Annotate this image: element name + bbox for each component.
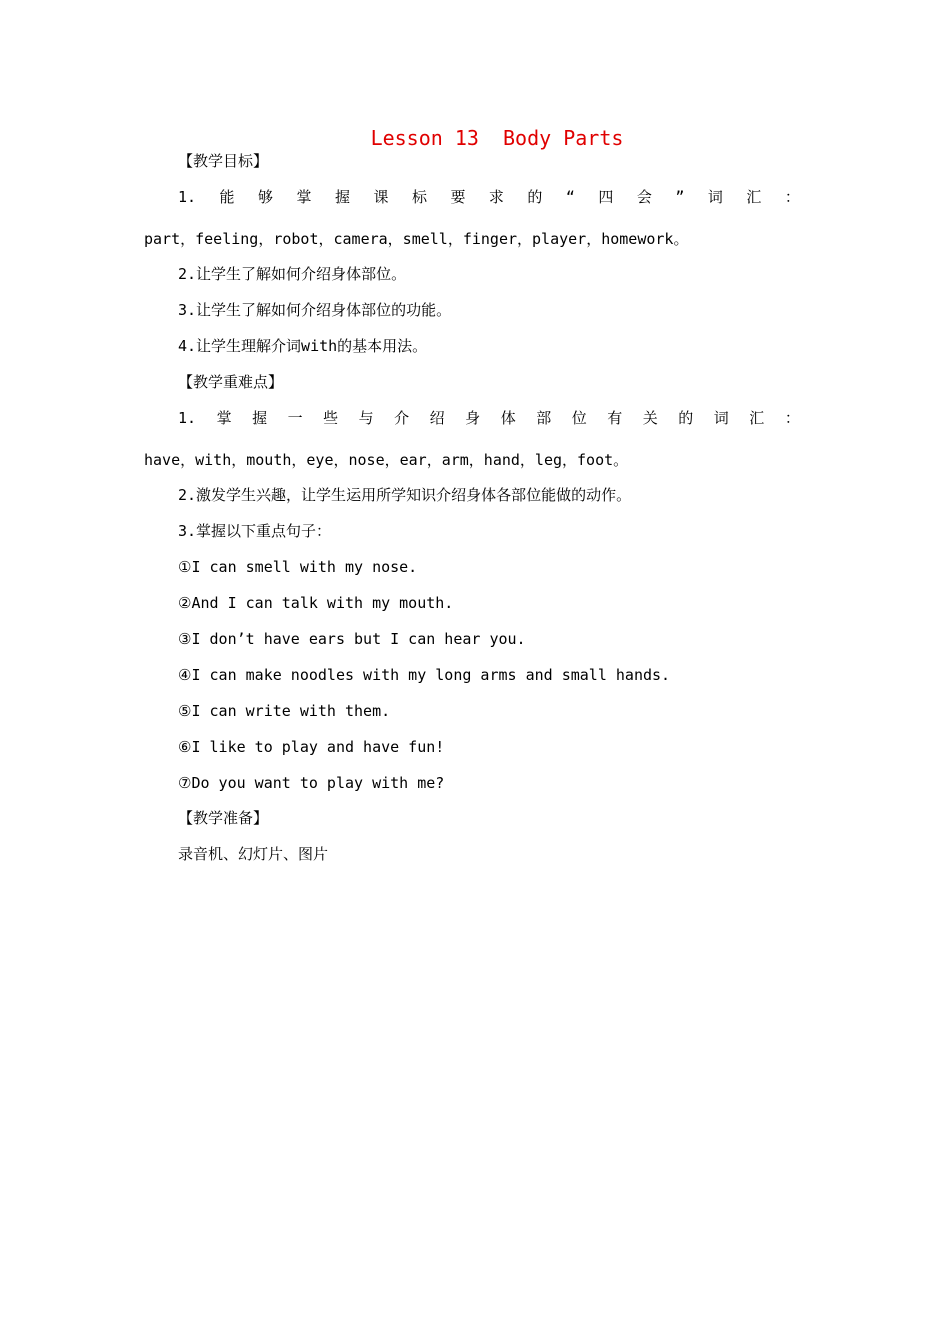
key-point-1-char: 部 [536, 409, 552, 427]
key-point-1-char: 与 [358, 409, 374, 427]
goals-heading: 【教学目标】 [178, 152, 269, 170]
key-point-1-char: 1. [178, 409, 197, 427]
key-point-1-char: 体 [500, 409, 516, 427]
sentence-2: ②And I can talk with my mouth. [178, 594, 454, 612]
sentence-7: ⑦Do you want to play with me? [178, 774, 445, 792]
sentence-1: ①I can smell with my nose. [178, 558, 418, 576]
goal-1-char: 的 [527, 188, 543, 206]
goal-1-char: 会 [636, 188, 652, 206]
key-point-1-char: ： [784, 409, 800, 427]
goal-1-char: 四 [598, 188, 614, 206]
goal-4: 4.让学生理解介词with的基本用法。 [178, 337, 428, 355]
key-point-1-char: 一 [287, 409, 303, 427]
goal-1-words: part，feeling，robot，camera，smell，finger，player，homework。 [144, 230, 689, 248]
key-point-1-char: 握 [252, 409, 268, 427]
goal-1-char: 握 [334, 188, 350, 206]
key-point-1-char: 身 [465, 409, 481, 427]
key-point-1-char: 关 [642, 409, 658, 427]
sentence-3: ③I don’t have ears but I can hear you. [178, 630, 526, 648]
goal-1-char: 课 [373, 188, 389, 206]
key-point-1-char: 掌 [216, 409, 232, 427]
goal-1-char: 掌 [296, 188, 312, 206]
goal-1-char: 够 [258, 188, 274, 206]
key-point-1-char: 的 [678, 409, 694, 427]
key-point-1-line [178, 407, 800, 429]
goal-1-char: 能 [219, 188, 235, 206]
key-point-1-char: 介 [394, 409, 410, 427]
key-points-heading: 【教学重难点】 [178, 373, 284, 391]
key-point-3: 3.掌握以下重点句子： [178, 522, 332, 540]
goal-1-char: 要 [450, 188, 466, 206]
goal-1-line [178, 186, 800, 208]
key-point-2: 2.激发学生兴趣，让学生运用所学知识介绍身体各部位能做的动作。 [178, 486, 632, 504]
lesson-title: Lesson 13 Body Parts [370, 126, 624, 150]
goal-3: 3.让学生了解如何介绍身体部位的功能。 [178, 301, 452, 319]
key-point-1-char: 汇 [749, 409, 765, 427]
sentence-5: ⑤I can write with them. [178, 702, 391, 720]
goal-1-char: 词 [707, 188, 723, 206]
goal-1-char: ： [784, 188, 800, 206]
key-point-1-char: 些 [323, 409, 339, 427]
goal-1-char: 汇 [746, 188, 762, 206]
preparation-heading: 【教学准备】 [178, 809, 269, 827]
goal-1-char: 1. [178, 188, 197, 206]
goal-2: 2.让学生了解如何介绍身体部位。 [178, 265, 407, 283]
key-point-1-char: 有 [607, 409, 623, 427]
goal-1-char: 标 [411, 188, 427, 206]
goal-1-char: “ [565, 188, 575, 206]
sentence-6: ⑥I like to play and have fun! [178, 738, 445, 756]
preparation-text: 录音机、幻灯片、图片 [178, 845, 329, 863]
sentence-4: ④I can make noodles with my long arms and small hands. [178, 666, 671, 684]
key-point-1-char: 词 [713, 409, 729, 427]
key-point-1-words: have，with，mouth，eye，nose，ear，arm，hand，leg，foot。 [144, 451, 629, 469]
goal-1-char: 求 [488, 188, 504, 206]
key-point-1-char: 绍 [429, 409, 445, 427]
key-point-1-char: 位 [571, 409, 587, 427]
goal-1-char: ” [675, 188, 685, 206]
